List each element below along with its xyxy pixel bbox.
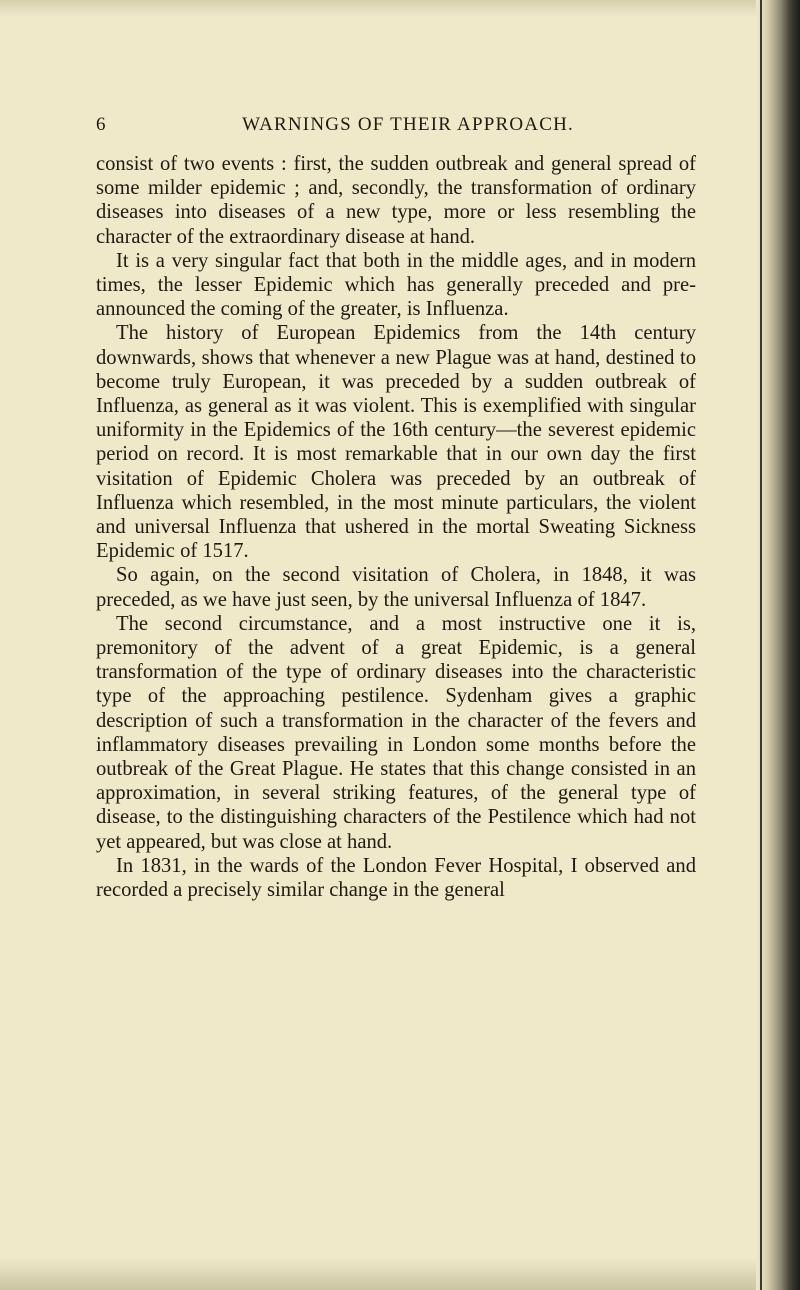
paragraph-2: It is a very singular fact that both in the middle ages, and in modern times, the lesser Epidemic which has generally preceded and pre-announced the coming of the greater, is Influenza. (96, 249, 696, 321)
paragraph-3: The history of European Epidemics from the 14th century downwards, shows that whenever a new Plague was at hand, destined to become truly European, it was preceded by a sudden outbreak of Influenza, as general as it was violent. This is exemplified with singular uniformity in the Epidemics of the 16th century—the severest epidemic period on record. It is most remarkable that in our own day the first visitation of Epidemic Cholera was preceded by an outbreak of Influenza which resembled, in the most minute particulars, the violent and universal Influenza that ushered in the mortal Sweating Sickness Epidemic of 1517. (96, 322, 696, 563)
running-head (96, 114, 696, 144)
page-top-edge (0, 0, 800, 18)
page-number: 6 (96, 114, 107, 135)
paragraph-6: In 1831, in the wards of the London Fever Hospital, I observed and recorded a precisely similar change in the general (96, 854, 696, 902)
page-bottom-edge (0, 1258, 800, 1290)
paragraph-5: The second circumstance, and a most instructive one it is, premonitory of the advent of a great Epidemic, is a general transformation of the type of ordinary diseases into the characteristic type of the approaching pestilence. Sydenham gives a graphic description of such a transformation in the character of the fevers and inflammatory diseases prevailing in London some months before the outbreak of the Great Plague. He states that this change consisted in an approximation, in several striking features, of the general type of disease, to the distinguishing characters of the Pestilence which had not yet appeared, but was close at hand. (96, 612, 696, 853)
paragraph-4: So again, on the second visitation of Cholera, in 1848, it was preceded, as we have just seen, by the universal Influenza of 1847. (96, 564, 696, 611)
paragraph-1: consist of two events : first, the sudden outbreak and general spread of some milder epidemic ; and, secondly, the transformation of ordinary diseases into diseases of a new type, more or less resembling the character of the extraordinary disease at hand. (96, 153, 696, 248)
binding-edge-line (760, 0, 762, 1290)
body-text (96, 152, 696, 902)
book-binding-shadow (756, 0, 800, 1290)
running-head-title: WARNINGS OF THEIR APPROACH. (242, 114, 574, 135)
book-page (96, 114, 696, 902)
